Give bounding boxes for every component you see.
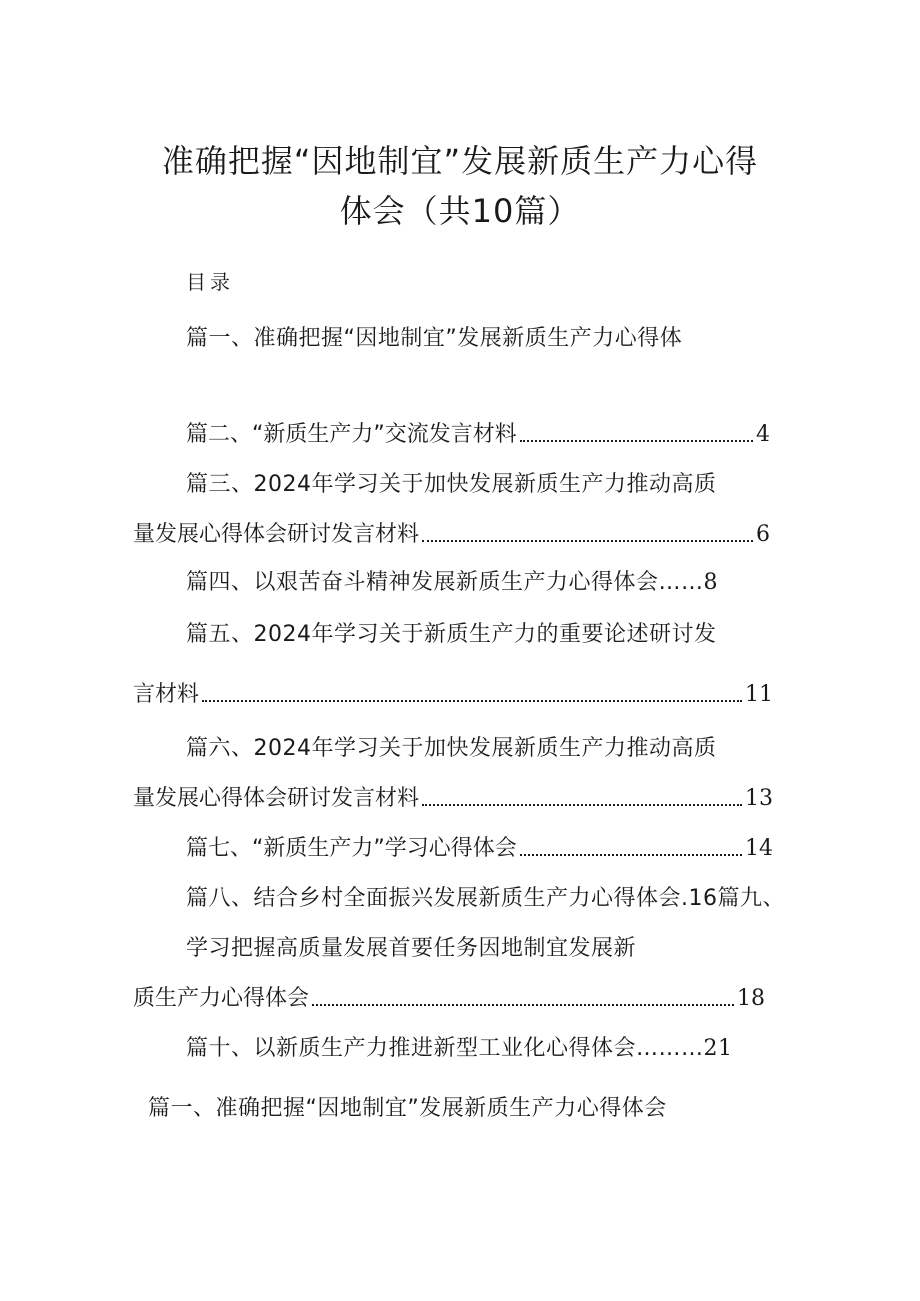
toc-entry-3-page: 6 — [756, 522, 770, 547]
dot-leader — [312, 1004, 734, 1006]
toc-entry-1[interactable]: 篇一、准确把握“因地制宜”发展新质生产力心得体 — [186, 326, 683, 351]
document-title-line2: 体会（共10篇） — [339, 192, 581, 230]
toc-entry-3[interactable] — [133, 520, 770, 550]
toc-entry-7-title: 篇七、“新质生产力”学习心得体会 — [186, 836, 517, 861]
toc-entry-5-page: 11 — [745, 682, 773, 707]
toc-entry-5-line1[interactable]: 篇五、2024年学习关于新质生产力的重要论述研讨发 — [186, 622, 717, 647]
toc-entry-4-ellipsis: …… — [658, 570, 704, 595]
toc-entry-9[interactable] — [133, 984, 765, 1014]
section-heading: 篇一、准确把握“因地制宜”发展新质生产力心得体会 — [148, 1096, 667, 1121]
toc-entry-2[interactable] — [186, 420, 770, 450]
toc-entry-7-page: 14 — [745, 836, 773, 861]
toc-entry-6-line2: 量发展心得体会研讨发言材料 — [133, 786, 420, 811]
toc-entry-9-page: 18 — [737, 986, 765, 1011]
toc-entry-5-line2: 言材料 — [133, 682, 200, 707]
toc-entry-4-title: 篇四、以艰苦奋斗精神发展新质生产力心得体会 — [186, 570, 659, 595]
toc-entry-2-page: 4 — [756, 422, 770, 447]
dot-leader — [202, 700, 742, 702]
toc-entry-10-title: 篇十、以新质生产力推进新型工业化心得体会 — [186, 1036, 637, 1061]
toc-entry-3-line2: 量发展心得体会研讨发言材料 — [133, 522, 420, 547]
toc-entry-5[interactable] — [133, 680, 773, 710]
toc-entry-9-line2: 质生产力心得体会 — [133, 986, 310, 1011]
dot-leader — [520, 440, 753, 442]
toc-entry-10[interactable] — [186, 1034, 733, 1064]
toc-entry-6-page: 13 — [745, 786, 773, 811]
toc-entry-2-title: 篇二、“新质生产力”交流发言材料 — [186, 422, 517, 447]
toc-entry-3-line1[interactable]: 篇三、2024年学习关于加快发展新质生产力推动高质 — [186, 472, 717, 497]
toc-entry-6[interactable] — [133, 784, 773, 814]
toc-entry-4-page: 8 — [703, 570, 719, 595]
toc-heading: 目录 — [186, 270, 234, 294]
toc-entry-7[interactable] — [186, 834, 773, 864]
toc-entry-6-line1[interactable]: 篇六、2024年学习关于加快发展新质生产力推动高质 — [186, 736, 717, 761]
dot-leader — [422, 540, 753, 542]
toc-entry-10-page: 21 — [703, 1036, 733, 1061]
toc-entry-9-line1[interactable]: 学习把握高质量发展首要任务因地制宜发展新 — [186, 936, 637, 961]
dot-leader — [422, 804, 742, 806]
dot-leader — [520, 854, 742, 856]
toc-entry-8[interactable]: 篇八、结合乡村全面振兴发展新质生产力心得体会.16篇九、 — [186, 886, 785, 911]
toc-entry-4[interactable] — [186, 568, 718, 598]
document-title-line1: 准确把握“因地制宜”发展新质生产力心得 — [161, 142, 759, 180]
toc-entry-10-ellipsis: ……… — [636, 1036, 704, 1061]
